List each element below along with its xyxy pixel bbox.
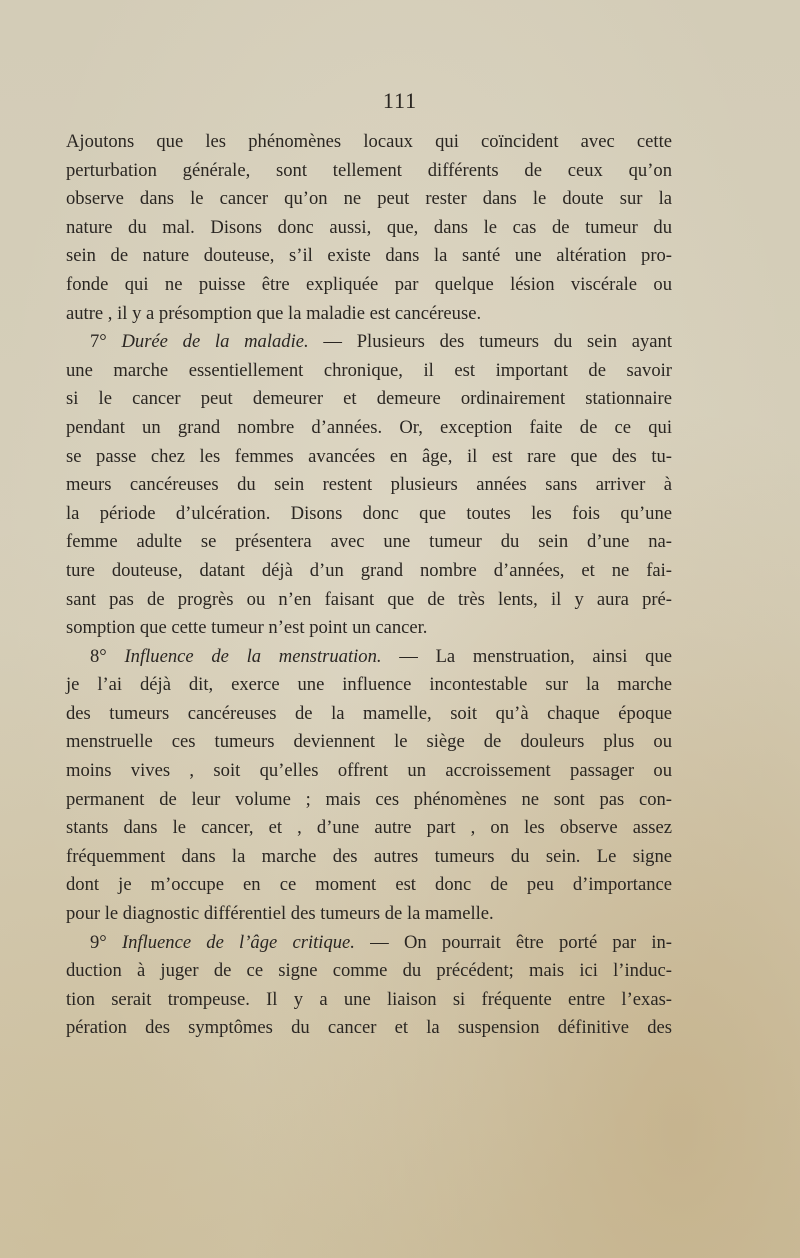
text-line: [66, 843, 672, 872]
italic-heading: Influence de la menstruation.: [124, 645, 382, 667]
text-segment: ture douteuse, datant déjà d’un grand nombre d’années, et ne fai-: [66, 559, 672, 581]
text-segment: nature du mal. Disons donc aussi, que, dans le cas de tumeur du: [66, 216, 672, 238]
text-segment: duction à juger de ce signe comme du précédent; mais ici l’induc-: [66, 960, 672, 982]
text-segment: Ajoutons que les phénomènes locaux qui coïncident avec cette: [66, 131, 672, 152]
text-line: [66, 786, 672, 815]
text-segment: 9°: [90, 931, 122, 953]
text-line: [66, 757, 672, 786]
text-segment: femme adulte se présentera avec une tumeur du sein d’une na-: [66, 531, 672, 553]
text-line: [66, 214, 672, 243]
text-segment: pour le diagnostic différentiel des tumeurs de la mamelle.: [66, 903, 494, 925]
text-line: [66, 929, 672, 958]
text-line: [66, 157, 672, 186]
text-segment: somption que cette tumeur n’est point un cancer.: [66, 617, 428, 639]
text-segment: perturbation générale, sont tellement différents de ceux qu’on: [66, 159, 672, 181]
text-line: [66, 300, 672, 329]
text-segment: pendant un grand nombre d’années. Or, exception faite de ce qui: [66, 416, 672, 438]
text-line: [66, 128, 672, 157]
text-line: [66, 385, 672, 414]
text-segment: sein de nature douteuse, s’il existe dans la santé une altération pro-: [66, 245, 672, 267]
text-segment: autre , il y a présomption que la maladie est cancéreuse.: [66, 302, 482, 324]
text-line: [66, 900, 672, 929]
italic-heading: Durée de la maladie.: [121, 331, 309, 353]
text-segment: pération des symptômes du cancer et la suspension définitive des: [66, 1017, 672, 1039]
text-segment: stants dans le cancer, et , d’une autre part , on les observe assez: [66, 817, 672, 839]
text-line: [66, 414, 672, 443]
text-segment: se passe chez les femmes avancées en âge, il est rare que des tu-: [66, 445, 672, 467]
text-line: [66, 1014, 672, 1043]
text-line: [66, 185, 672, 214]
text-segment: la période d’ulcération. Disons donc que toutes les fois qu’une: [66, 502, 672, 524]
text-segment: — On pourrait être porté par in-: [354, 931, 672, 953]
page-number: 111: [382, 88, 418, 113]
text-segment: observe dans le cancer qu’on ne peut rester dans le doute sur la: [66, 188, 672, 210]
text-line: [66, 700, 672, 729]
text-segment: — Plusieurs des tumeurs du sein ayant: [308, 331, 672, 353]
text-segment: — La menstruation, ainsi que: [381, 645, 673, 667]
text-segment: moins vives , soit qu’elles offrent un accroissement passager ou: [66, 760, 672, 782]
text-segment: 7°: [90, 331, 122, 353]
text-line: [66, 471, 672, 500]
text-line: [66, 357, 672, 386]
text-line: [66, 328, 672, 357]
text-line: [66, 671, 672, 700]
text-segment: fonde qui ne puisse être expliquée par quelque lésion viscérale ou: [66, 273, 672, 295]
text-segment: une marche essentiellement chronique, il est important de savoir: [66, 359, 672, 381]
text-segment: 8°: [90, 645, 125, 667]
text-segment: menstruelle ces tumeurs deviennent le siège de douleurs plus ou: [66, 731, 672, 753]
body-text: [66, 128, 672, 1043]
text-line: [66, 242, 672, 271]
text-line: [66, 957, 672, 986]
text-line: [66, 871, 672, 900]
text-segment: je l’ai déjà dit, exerce une influence incontestable sur la marche: [66, 674, 672, 696]
text-line: [66, 528, 672, 557]
text-line: [66, 271, 672, 300]
text-segment: dont je m’occupe en ce moment est donc de peu d’importance: [66, 874, 672, 896]
text-segment: fréquemment dans la marche des autres tumeurs du sein. Le signe: [66, 845, 672, 867]
text-line: [66, 728, 672, 757]
text-segment: meurs cancéreuses du sein restent plusieurs années sans arriver à: [66, 474, 672, 496]
text-segment: permanent de leur volume ; mais ces phénomènes ne sont pas con-: [66, 788, 672, 810]
text-line: [66, 643, 672, 672]
text-line: [66, 443, 672, 472]
text-line: [66, 986, 672, 1015]
text-line: [66, 557, 672, 586]
text-line: [66, 500, 672, 529]
text-line: [66, 814, 672, 843]
text-segment: des tumeurs cancéreuses de la mamelle, soit qu’à chaque époque: [66, 702, 672, 724]
text-line: [66, 614, 672, 643]
text-segment: tion serait trompeuse. Il y a une liaison si fréquente entre l’exas-: [66, 988, 672, 1010]
text-segment: si le cancer peut demeurer et demeure ordinairement stationnaire: [66, 388, 672, 410]
text-segment: sant pas de progrès ou n’en faisant que de très lents, il y aura pré-: [66, 588, 672, 610]
italic-heading: Influence de l’âge critique.: [121, 931, 355, 953]
text-line: [66, 586, 672, 615]
